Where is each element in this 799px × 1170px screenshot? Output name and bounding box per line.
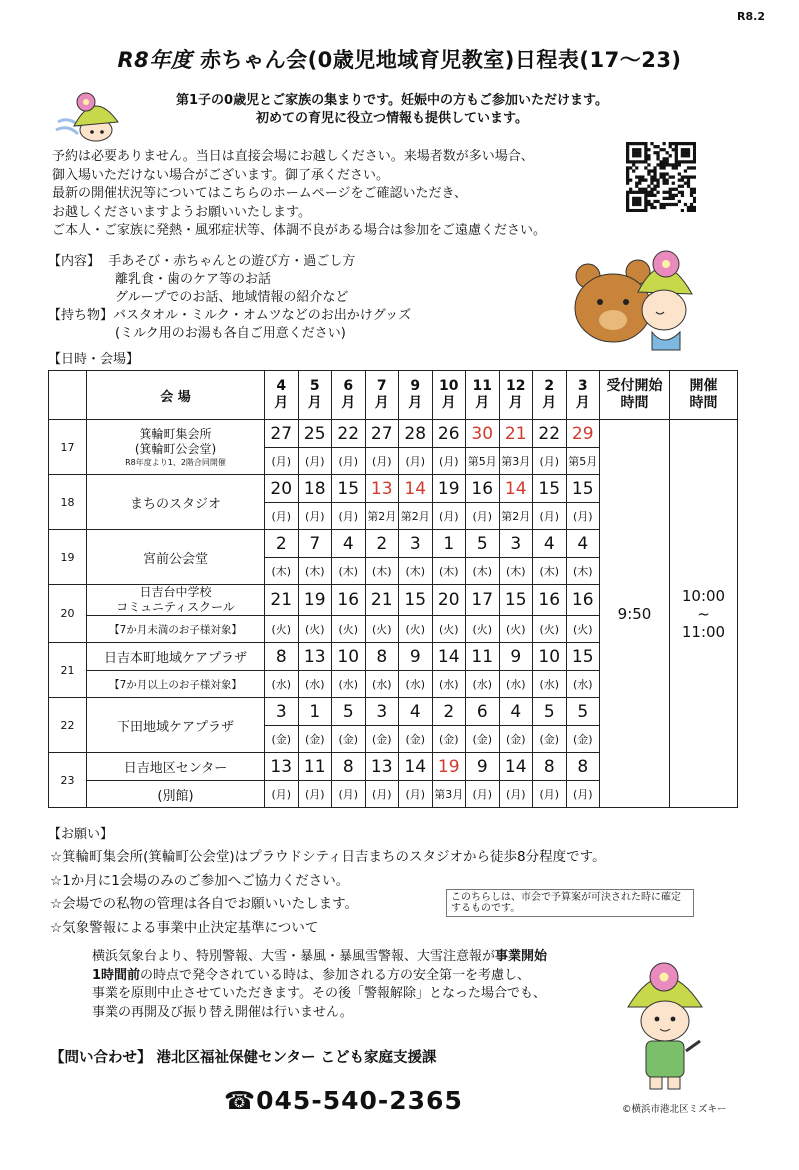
weekday-cell: (火) (432, 616, 466, 643)
weekday-cell: (金) (332, 726, 366, 753)
weekday-cell: (月) (332, 781, 366, 808)
venue-name-line: まちのスタジオ (129, 496, 221, 512)
date-cell: 15 (566, 643, 600, 671)
weekday-cell: (水) (566, 671, 600, 698)
date-cell: 2 (432, 698, 466, 726)
date-cell: 16 (566, 585, 600, 616)
date-cell: 19 (432, 753, 466, 781)
weekday-cell: (水) (499, 671, 533, 698)
venue-number: 22 (49, 698, 87, 753)
weekday-cell: (木) (466, 558, 500, 585)
month-number: 11 (472, 378, 492, 394)
month-number: 6 (343, 378, 354, 394)
weekday-cell: (火) (533, 616, 567, 643)
intro-text (132, 92, 652, 128)
inquiry-contact: 【問い合わせ】 港北区福祉保健センター こども家庭支援課 (50, 1050, 437, 1066)
weekday-cell: (金) (298, 726, 332, 753)
date-cell: 8 (566, 753, 600, 781)
weekday-cell: (火) (365, 616, 399, 643)
weekday-cell: (火) (566, 616, 600, 643)
date-cell: 19 (298, 585, 332, 616)
bear-mascot-icon (568, 236, 698, 354)
date-cell: 22 (332, 420, 366, 448)
date-cell: 8 (533, 753, 567, 781)
content-item: 手あそび・赤ちゃんとの遊び方・過ごし方 (108, 254, 356, 269)
weekday-cell: (月) (298, 781, 332, 808)
date-cell: 5 (566, 698, 600, 726)
weekday-cell: (金) (466, 726, 500, 753)
date-cell: 14 (499, 753, 533, 781)
venue-name (87, 585, 265, 616)
date-cell: 14 (399, 753, 433, 781)
weekday-cell: 第2月 (499, 503, 533, 530)
session-hours-line: 11:00 (681, 622, 726, 641)
month-header (432, 371, 466, 420)
venue-number: 18 (49, 475, 87, 530)
flyer-note: このちらしは、市会で予算案が可決された時に確定するものです。 (446, 889, 694, 917)
weekday-cell: (木) (332, 558, 366, 585)
weekday-cell: (月) (566, 503, 600, 530)
weekday-cell: (木) (566, 558, 600, 585)
weekday-cell: (月) (332, 448, 366, 475)
date-cell: 5 (332, 698, 366, 726)
hours-header-line: 開催 (689, 378, 718, 394)
date-cell: 6 (466, 698, 500, 726)
weekday-cell: (水) (399, 671, 433, 698)
date-cell: 14 (399, 475, 433, 503)
title-main: 赤ちゃん会(0歳児地域育児教室)日程表(17～23) (200, 48, 682, 72)
date-cell: 19 (432, 475, 466, 503)
weekday-cell: (木) (499, 558, 533, 585)
date-cell: 2 (365, 530, 399, 558)
weekday-cell: (金) (499, 726, 533, 753)
month-number: 5 (309, 378, 320, 394)
weekday-cell: (火) (466, 616, 500, 643)
date-cell: 1 (432, 530, 466, 558)
date-cell: 4 (499, 698, 533, 726)
month-header (298, 371, 332, 420)
weekday-cell: (水) (332, 671, 366, 698)
venue-name-line: 日吉本町地域ケアプラザ (103, 651, 247, 666)
intro-line: 第1子の0歳児とご家族の集まりです。妊娠中の方もご参加いただけます。 (175, 93, 608, 108)
month-header (499, 371, 533, 420)
page-title (0, 44, 799, 74)
weekday-cell: 第3月 (432, 781, 466, 808)
month-header (265, 371, 299, 420)
weekday-cell: (月) (399, 781, 433, 808)
venue-name (87, 753, 265, 781)
weekday-cell: (月) (265, 503, 299, 530)
month-number: 7 (376, 378, 387, 394)
date-cell: 4 (332, 530, 366, 558)
month-unit: 月 (575, 395, 590, 411)
month-unit: 月 (508, 395, 523, 411)
weekday-cell: (木) (533, 558, 567, 585)
venue-name-line: 下田地域ケアプラザ (116, 719, 234, 735)
venue-note: R8年度より1、2階合同開催 (125, 457, 226, 467)
month-header (332, 371, 366, 420)
hours-header (670, 371, 738, 420)
weekday-cell: (木) (265, 558, 299, 585)
date-cell: 20 (432, 585, 466, 616)
venue-name-line: (箕輪町公会堂) (134, 441, 217, 456)
request-item: ☆会場での私物の管理は各自でお願いいたします。 (50, 896, 359, 912)
weekday-cell: (火) (332, 616, 366, 643)
hours-header-line: 時間 (689, 395, 718, 411)
date-cell: 25 (298, 420, 332, 448)
venue-number: 17 (49, 420, 87, 475)
content-label: 【内容】 (48, 254, 101, 269)
session-hours-line: 10:00 (681, 586, 726, 605)
weekday-cell: (月) (533, 503, 567, 530)
date-cell: 9 (499, 643, 533, 671)
venue-number: 20 (49, 585, 87, 643)
venue-name (87, 530, 265, 585)
month-number: 9 (410, 378, 421, 394)
weekday-cell: (月) (265, 781, 299, 808)
notice-line: ご本人・ご家族に発熱・風邪症状等、体調不良がある場合は参加をご遠慮ください。 (52, 223, 547, 239)
weekday-cell: (火) (298, 616, 332, 643)
notice-line: 予約は必要ありません。当日は直接会場にお越しください。来場者数が多い場合、 (52, 149, 534, 164)
date-cell: 10 (533, 643, 567, 671)
weekday-cell: (月) (298, 503, 332, 530)
date-cell: 20 (265, 475, 299, 503)
weekday-cell: (月) (399, 448, 433, 475)
venue-name (87, 643, 265, 671)
weekday-cell: (月) (566, 781, 600, 808)
date-cell: 16 (466, 475, 500, 503)
alert-text: 事業の再開及び振り替え開催は行いません。 (92, 1004, 353, 1020)
weekday-cell: (金) (399, 726, 433, 753)
weekday-cell: (水) (466, 671, 500, 698)
date-cell: 3 (265, 698, 299, 726)
weekday-cell: (金) (265, 726, 299, 753)
date-cell: 13 (265, 753, 299, 781)
document-code: R8.2 (737, 10, 765, 23)
notice-line: 最新の開催状況等についてはこちらのホームページをご確認いただき、 (52, 186, 467, 202)
date-cell: 4 (533, 530, 567, 558)
date-cell: 4 (566, 530, 600, 558)
venue-name (87, 420, 265, 475)
weekday-cell: (水) (533, 671, 567, 698)
date-cell: 8 (365, 643, 399, 671)
month-number: 3 (577, 378, 588, 394)
date-cell: 1 (298, 698, 332, 726)
date-cell: 8 (332, 753, 366, 781)
month-unit: 月 (374, 395, 389, 411)
weekday-cell: (月) (466, 781, 500, 808)
date-cell: 18 (298, 475, 332, 503)
date-cell: 7 (298, 530, 332, 558)
header-no (49, 371, 87, 420)
bring-note: (ミルク用のお湯も各自ご用意ください) (115, 326, 346, 341)
date-cell: 22 (533, 420, 567, 448)
month-number: 4 (276, 378, 287, 394)
date-cell: 26 (432, 420, 466, 448)
date-cell: 29 (566, 420, 600, 448)
venue-name (87, 698, 265, 753)
venue-name-line: 宮前公会堂 (142, 551, 208, 567)
date-cell: 5 (533, 698, 567, 726)
weekday-cell: (月) (298, 448, 332, 475)
month-unit: 月 (542, 395, 557, 411)
weekday-cell: (金) (365, 726, 399, 753)
weekday-cell: (火) (499, 616, 533, 643)
alert-emphasis: 1時間前 (92, 967, 141, 983)
weekday-cell: (木) (365, 558, 399, 585)
date-cell: 10 (332, 643, 366, 671)
venue-number: 19 (49, 530, 87, 585)
request-item: ☆1か月に1会場のみのご参加へご協力ください。 (50, 872, 350, 889)
venue-header: 会 場 (87, 371, 265, 420)
date-cell: 15 (566, 475, 600, 503)
venue-name-line: 箕輪町集会所 (139, 426, 212, 441)
month-unit: 月 (307, 395, 322, 411)
notice-text (52, 148, 546, 241)
weekday-cell: 第5月 (466, 448, 500, 475)
notice-line: 御入場いただけない場合がございます。御了承ください。 (52, 167, 389, 183)
weekday-cell: (月) (432, 448, 466, 475)
weekday-cell: (月) (265, 448, 299, 475)
date-cell: 9 (466, 753, 500, 781)
month-header (399, 371, 433, 420)
month-header (365, 371, 399, 420)
notice-line: お越しくださいますようお願いいたします。 (52, 204, 311, 220)
weekday-cell: (金) (566, 726, 600, 753)
date-cell: 21 (499, 420, 533, 448)
date-cell: 16 (533, 585, 567, 616)
intro-line: 初めての育児に役立つ情報も提供しています。 (256, 111, 528, 126)
month-number: 12 (506, 378, 526, 394)
bring-items: バスタオル・ミルク・オムツなどのお出かけグッズ (113, 308, 412, 323)
date-cell: 27 (265, 420, 299, 448)
date-cell: 16 (332, 585, 366, 616)
month-unit: 月 (408, 395, 423, 411)
month-number: 2 (544, 378, 555, 394)
weekday-cell: 第2月 (399, 503, 433, 530)
weekday-cell: 第5月 (566, 448, 600, 475)
weather-alert-text (92, 948, 547, 1022)
month-unit: 月 (341, 395, 356, 411)
date-cell: 5 (466, 530, 500, 558)
mascot-icon (54, 86, 122, 144)
session-hours (670, 420, 738, 808)
date-cell: 13 (365, 475, 399, 503)
date-cell: 8 (265, 643, 299, 671)
weekday-cell: (火) (399, 616, 433, 643)
venue-target: 【7か月未満のお子様対象】 (87, 616, 265, 643)
weekday-cell: (木) (432, 558, 466, 585)
alert-emphasis: 事業開始 (495, 949, 548, 964)
weekday-cell: (月) (533, 781, 567, 808)
requests-title: 【お願い】 (48, 827, 114, 842)
content-item: 離乳食・歯のケア等のお話 (115, 272, 272, 287)
venue-annex: (別館) (87, 781, 265, 808)
weekday-cell: 第2月 (365, 503, 399, 530)
content-section (48, 253, 411, 343)
month-header (533, 371, 567, 420)
reception-header (600, 371, 670, 420)
mascot-icon (622, 955, 708, 1095)
venue-number: 21 (49, 643, 87, 698)
alert-text: 事業を原則中止させていただきます。その後「警報解除」となった場合でも、 (92, 986, 546, 1001)
date-cell: 15 (332, 475, 366, 503)
date-cell: 15 (533, 475, 567, 503)
date-cell: 15 (399, 585, 433, 616)
weekday-cell: (月) (466, 503, 500, 530)
date-cell: 14 (432, 643, 466, 671)
month-header (566, 371, 600, 420)
venue-name-line: 日吉台中学校 (139, 585, 212, 599)
session-hours-line: ~ (697, 604, 710, 623)
date-cell: 3 (499, 530, 533, 558)
qr-code-icon[interactable] (626, 142, 696, 212)
month-unit: 月 (274, 395, 289, 411)
weekday-cell: (木) (399, 558, 433, 585)
venue-name-line: コミュニティスクール (116, 600, 235, 614)
reception-header-line: 受付開始 (606, 378, 663, 394)
date-cell: 2 (265, 530, 299, 558)
request-item: ☆気象警報による事業中止決定基準について (50, 919, 319, 936)
month-unit: 月 (441, 395, 456, 411)
date-cell: 13 (298, 643, 332, 671)
weekday-cell: (木) (298, 558, 332, 585)
weekday-cell: (月) (365, 448, 399, 475)
date-cell: 15 (499, 585, 533, 616)
weekday-cell: (水) (365, 671, 399, 698)
content-item: グループでのお話、地域情報の紹介など (115, 290, 349, 305)
weekday-cell: (月) (365, 781, 399, 808)
month-header (466, 371, 500, 420)
copyright-credit: ©横浜市港北区ミズキー (622, 1104, 727, 1115)
date-cell: 14 (499, 475, 533, 503)
weekday-cell: (月) (499, 781, 533, 808)
date-cell: 3 (365, 698, 399, 726)
schedule-title: 【日時・会場】 (48, 352, 140, 367)
date-cell: 21 (365, 585, 399, 616)
phone-number[interactable]: ☎045-540-2365 (224, 1086, 463, 1115)
venue-name-line: 日吉地区センター (123, 761, 228, 776)
weekday-cell: (水) (298, 671, 332, 698)
date-cell: 3 (399, 530, 433, 558)
weekday-cell: (水) (265, 671, 299, 698)
weekday-cell: (金) (533, 726, 567, 753)
schedule-row (49, 420, 738, 448)
weekday-cell: 第3月 (499, 448, 533, 475)
venue-number: 23 (49, 753, 87, 808)
date-cell: 30 (466, 420, 500, 448)
date-cell: 11 (298, 753, 332, 781)
alert-text: の時点で発令されている時は、参加される方の安全第一を考慮し、 (140, 967, 531, 983)
weekday-cell: (月) (432, 503, 466, 530)
date-cell: 27 (365, 420, 399, 448)
request-item: ☆箕輪町集会所(箕輪町公会堂)はプラウドシティ日吉まちのスタジオから徒歩8分程度です。 (50, 849, 606, 865)
date-cell: 13 (365, 753, 399, 781)
schedule-table (48, 370, 738, 808)
weekday-cell: (水) (432, 671, 466, 698)
weekday-cell: (月) (533, 448, 567, 475)
date-cell: 9 (399, 643, 433, 671)
fiscal-year: R8年度 (117, 48, 193, 72)
reception-header-line: 時間 (620, 395, 649, 411)
weekday-cell: (月) (332, 503, 366, 530)
month-unit: 月 (475, 395, 490, 411)
alert-text: 横浜気象台より、特別警報、大雪・暴風・暴風雪警報、大雪注意報が (92, 949, 496, 964)
reception-time: 9:50 (600, 420, 670, 808)
weekday-cell: (金) (432, 726, 466, 753)
venue-target: 【7か月以上のお子様対象】 (87, 671, 265, 698)
date-cell: 17 (466, 585, 500, 616)
date-cell: 28 (399, 420, 433, 448)
month-number: 10 (439, 378, 459, 394)
date-cell: 4 (399, 698, 433, 726)
venue-name (87, 475, 265, 530)
weekday-cell: (火) (265, 616, 299, 643)
date-cell: 11 (466, 643, 500, 671)
bring-label: 【持ち物】 (48, 308, 114, 323)
date-cell: 21 (265, 585, 299, 616)
